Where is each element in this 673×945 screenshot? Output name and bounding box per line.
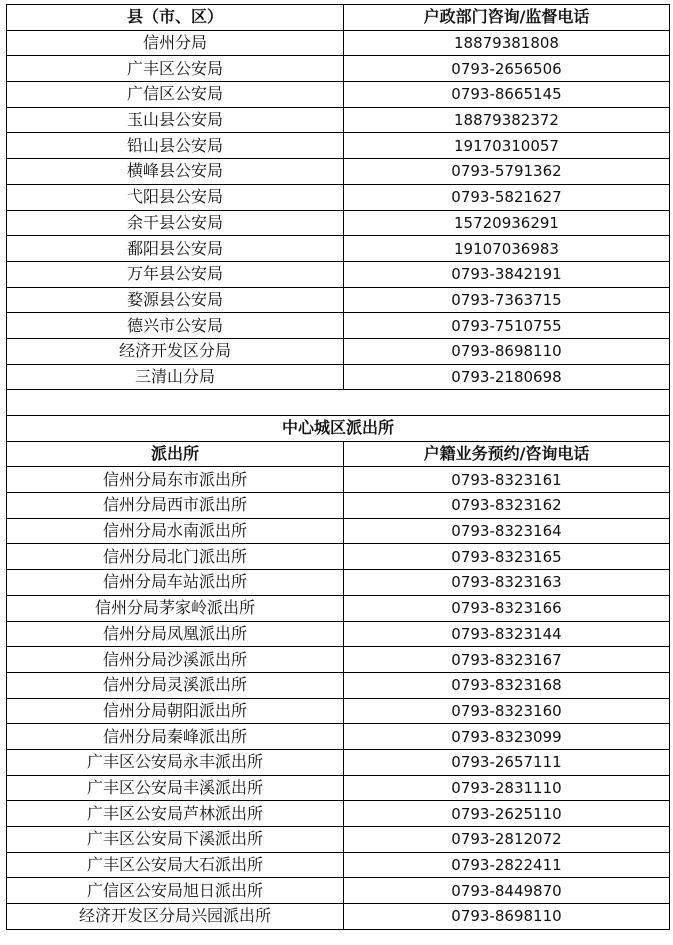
county-phone-number: 19170310057 — [344, 133, 670, 159]
table-row — [7, 749, 670, 775]
station-phone-number: 0793-8323166 — [344, 595, 670, 621]
section-title: 中心城区派出所 — [7, 416, 670, 442]
table-row — [7, 287, 670, 313]
station-phone-number: 0793-2657111 — [344, 749, 670, 775]
county-unit-name: 广信区公安局 — [7, 82, 344, 108]
county-phone-number: 0793-8698110 — [344, 338, 670, 364]
table-row — [7, 878, 670, 904]
table-row — [7, 338, 670, 364]
blank-cell — [7, 390, 670, 416]
county-phone-number: 0793-5821627 — [344, 184, 670, 210]
table-row — [7, 364, 670, 390]
station-name: 广丰区公安局大石派出所 — [7, 852, 344, 878]
table-row — [7, 904, 670, 930]
table-row — [7, 261, 670, 287]
station-name: 信州分局东市派出所 — [7, 467, 344, 493]
station-phone-number: 0793-8323162 — [344, 493, 670, 519]
table-row — [7, 493, 670, 519]
table-row — [7, 852, 670, 878]
station-phone-number: 0793-8323144 — [344, 621, 670, 647]
station-phone-number: 0793-8323165 — [344, 544, 670, 570]
station-name: 信州分局凤凰派出所 — [7, 621, 344, 647]
station-phone-number: 0793-8323161 — [344, 467, 670, 493]
county-phone-number: 18879381808 — [344, 30, 670, 56]
county-unit-name: 德兴市公安局 — [7, 313, 344, 339]
station-phone-number: 0793-8323163 — [344, 570, 670, 596]
county-phone-number: 0793-3842191 — [344, 261, 670, 287]
station-phone-number: 0793-8449870 — [344, 878, 670, 904]
station-name: 经济开发区分局兴园派出所 — [7, 904, 344, 930]
table-row — [7, 827, 670, 853]
station-name: 广丰区公安局芦林派出所 — [7, 801, 344, 827]
station-name: 信州分局沙溪派出所 — [7, 647, 344, 673]
county-unit-name: 三清山分局 — [7, 364, 344, 390]
station-phone-number: 0793-8323167 — [344, 647, 670, 673]
table-row — [7, 544, 670, 570]
county-header-phone: 户政部门咨询/监督电话 — [344, 5, 670, 31]
table-row — [7, 518, 670, 544]
station-phone-number: 0793-8323160 — [344, 698, 670, 724]
table-row — [7, 595, 670, 621]
station-name: 信州分局西市派出所 — [7, 493, 344, 519]
station-name: 信州分局北门派出所 — [7, 544, 344, 570]
station-name: 信州分局灵溪派出所 — [7, 672, 344, 698]
county-phone-number: 0793-7363715 — [344, 287, 670, 313]
table-row — [7, 621, 670, 647]
station-header-phone: 户籍业务预约/咨询电话 — [344, 441, 670, 467]
county-phone-number: 0793-2180698 — [344, 364, 670, 390]
county-unit-name: 横峰县公安局 — [7, 159, 344, 185]
station-name: 广丰区公安局丰溪派出所 — [7, 775, 344, 801]
table-row — [7, 159, 670, 185]
table-row — [7, 133, 670, 159]
table-row — [7, 82, 670, 108]
station-phone-number: 0793-2822411 — [344, 852, 670, 878]
station-phone-number: 0793-8323164 — [344, 518, 670, 544]
phone-directory-sheet — [6, 4, 669, 930]
table-row — [7, 313, 670, 339]
station-header-row — [7, 441, 670, 467]
section-title-row — [7, 416, 670, 442]
county-phone-number: 0793-7510755 — [344, 313, 670, 339]
station-name: 信州分局车站派出所 — [7, 570, 344, 596]
county-phone-number: 18879382372 — [344, 107, 670, 133]
county-phone-number: 19107036983 — [344, 236, 670, 262]
county-unit-name: 婺源县公安局 — [7, 287, 344, 313]
county-phone-number: 0793-5791362 — [344, 159, 670, 185]
county-unit-name: 铅山县公安局 — [7, 133, 344, 159]
station-phone-number: 0793-2831110 — [344, 775, 670, 801]
station-name: 广丰区公安局下溪派出所 — [7, 827, 344, 853]
table-row — [7, 724, 670, 750]
table-row — [7, 672, 670, 698]
county-unit-name: 信州分局 — [7, 30, 344, 56]
table-row — [7, 775, 670, 801]
county-unit-name: 玉山县公安局 — [7, 107, 344, 133]
blank-separator-row — [7, 390, 670, 416]
county-header-row — [7, 5, 670, 31]
station-phone-number: 0793-8698110 — [344, 904, 670, 930]
county-phone-number: 15720936291 — [344, 210, 670, 236]
county-unit-name: 鄱阳县公安局 — [7, 236, 344, 262]
station-phone-number: 0793-8323099 — [344, 724, 670, 750]
table-row — [7, 236, 670, 262]
county-phone-number: 0793-2656506 — [344, 56, 670, 82]
table-row — [7, 107, 670, 133]
phone-directory-table — [6, 4, 670, 930]
table-row — [7, 698, 670, 724]
county-header-name: 县（市、区） — [7, 5, 344, 31]
station-header-name: 派出所 — [7, 441, 344, 467]
table-row — [7, 210, 670, 236]
county-unit-name: 广丰区公安局 — [7, 56, 344, 82]
table-row — [7, 30, 670, 56]
station-phone-number: 0793-2625110 — [344, 801, 670, 827]
table-row — [7, 467, 670, 493]
station-name: 信州分局茅家岭派出所 — [7, 595, 344, 621]
station-phone-number: 0793-8323168 — [344, 672, 670, 698]
county-unit-name: 弋阳县公安局 — [7, 184, 344, 210]
table-row — [7, 184, 670, 210]
county-unit-name: 万年县公安局 — [7, 261, 344, 287]
table-row — [7, 570, 670, 596]
station-name: 信州分局秦峰派出所 — [7, 724, 344, 750]
station-name: 信州分局水南派出所 — [7, 518, 344, 544]
county-unit-name: 余干县公安局 — [7, 210, 344, 236]
table-row — [7, 801, 670, 827]
county-phone-number: 0793-8665145 — [344, 82, 670, 108]
table-row — [7, 56, 670, 82]
station-name: 广信区公安局旭日派出所 — [7, 878, 344, 904]
station-phone-number: 0793-2812072 — [344, 827, 670, 853]
station-name: 广丰区公安局永丰派出所 — [7, 749, 344, 775]
station-name: 信州分局朝阳派出所 — [7, 698, 344, 724]
county-unit-name: 经济开发区分局 — [7, 338, 344, 364]
table-row — [7, 647, 670, 673]
